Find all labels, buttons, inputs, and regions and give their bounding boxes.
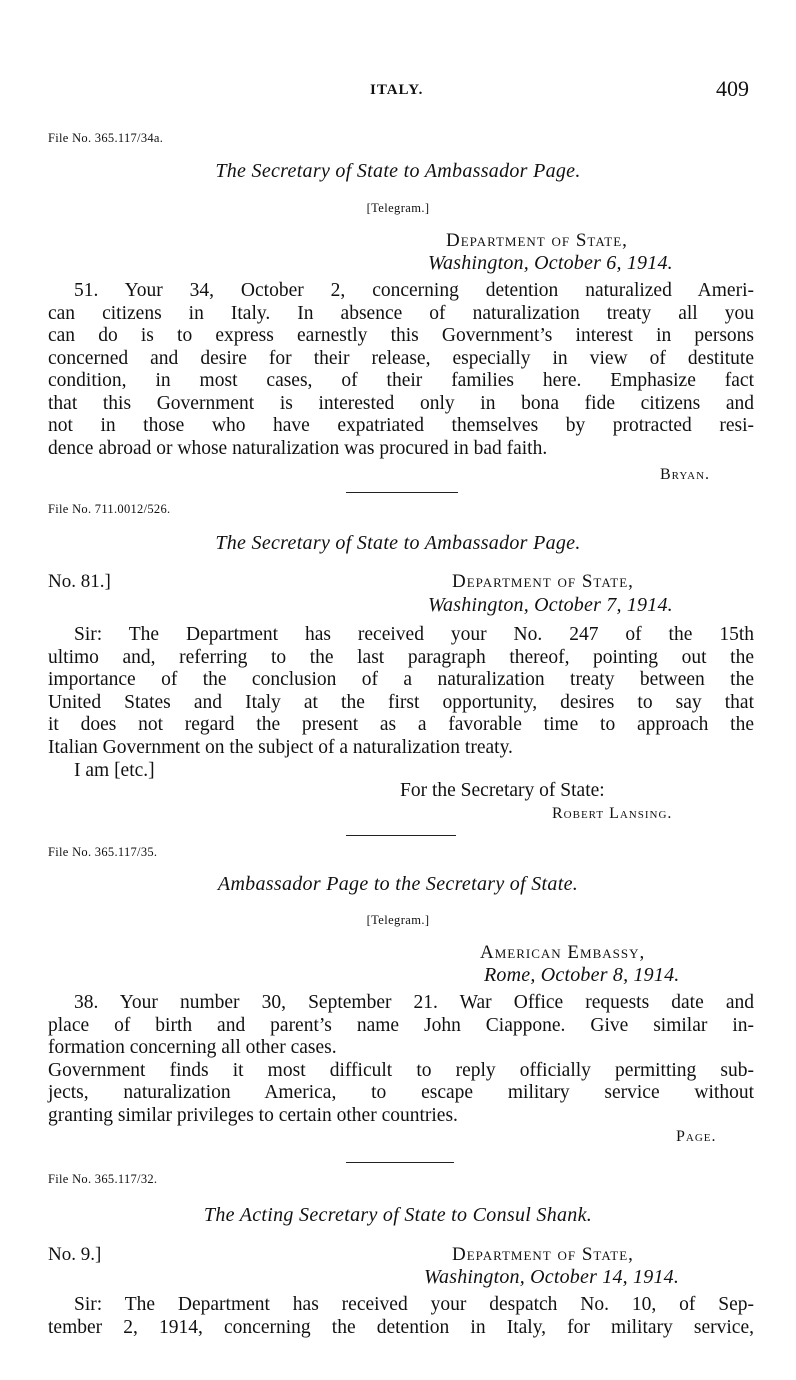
document-heading: The Secretary of State to Ambassador Page. bbox=[215, 160, 581, 182]
document-heading: The Acting Secretary of State to Consul Shank. bbox=[203, 1204, 593, 1226]
body-line: Government finds it most difficult to reply officially permitting sub- bbox=[48, 1059, 754, 1081]
body-line: Sir: The Department has received your No. 247 of the 15th bbox=[74, 624, 754, 645]
sender-office: American Embassy, bbox=[480, 942, 646, 963]
file-number: File No. 365.117/35. bbox=[48, 845, 158, 859]
body-line: Italian Government on the subject of a naturalization treaty. bbox=[48, 736, 513, 758]
section-divider bbox=[346, 1162, 454, 1163]
despatch-number: No. 9.] bbox=[48, 1244, 102, 1265]
body-line: United States and Italy at the first opportunity, desires to say that bbox=[48, 691, 754, 713]
section-divider bbox=[346, 835, 456, 836]
body-line: granting similar privileges to certain other countries. bbox=[48, 1104, 458, 1126]
telegram-label: [Telegram.] bbox=[366, 913, 430, 927]
body-line: it does not regard the present as a favorable time to approach the bbox=[48, 714, 754, 735]
body-line: 51. Your 34, October 2, concerning detention naturalized Ameri- bbox=[74, 280, 754, 301]
despatch-number: No. 81.] bbox=[48, 571, 111, 592]
sender-office: Department of State, bbox=[446, 230, 628, 251]
running-header-title: ITALY. bbox=[370, 82, 424, 98]
body-line: dence abroad or whose naturalization was procured in bad faith. bbox=[48, 437, 548, 459]
body-line: ultimo and, referring to the last paragraph thereof, pointing out the bbox=[48, 646, 754, 668]
body-line: can do is to express earnestly this Government’s interest in persons bbox=[48, 325, 754, 346]
body-line: can citizens in Italy. In absence of naturalization treaty all you bbox=[48, 302, 754, 324]
place-date: Washington, October 6, 1914. bbox=[428, 252, 673, 274]
document-heading: The Secretary of State to Ambassador Page. bbox=[215, 532, 581, 554]
telegram-label: [Telegram.] bbox=[366, 201, 430, 215]
signature: Page. bbox=[676, 1128, 717, 1145]
body-line: not in those who have expatriated themselves by protracted resi- bbox=[48, 415, 754, 436]
body-line: that this Government is interested only in bona fide citizens and bbox=[48, 392, 754, 414]
sender-office: Department of State, bbox=[452, 1244, 634, 1265]
file-number: File No. 365.117/32. bbox=[48, 1172, 158, 1186]
signature: Robert Lansing. bbox=[552, 805, 673, 822]
body-line: formation concerning all other cases. bbox=[48, 1037, 337, 1058]
body-line: jects, naturalization America, to escape military service without bbox=[48, 1082, 754, 1103]
section-divider bbox=[346, 492, 458, 493]
body-line: condition, in most cases, of their families here. Emphasize fact bbox=[48, 370, 754, 391]
body-line: concerned and desire for their release, especially in view of destitute bbox=[48, 347, 754, 369]
file-number: File No. 711.0012/526. bbox=[48, 502, 171, 516]
place-date: Washington, October 7, 1914. bbox=[428, 594, 673, 616]
for-secretary-line: For the Secretary of State: bbox=[400, 780, 605, 801]
document-heading: Ambassador Page to the Secretary of State. bbox=[217, 873, 579, 895]
page-number: 409 bbox=[716, 76, 749, 101]
body-line: Sir: The Department has received your despatch No. 10, of Sep- bbox=[74, 1294, 754, 1315]
place-date: Washington, October 14, 1914. bbox=[424, 1266, 680, 1288]
body-line: tember 2, 1914, concerning the detention in Italy, for military service, bbox=[48, 1316, 754, 1338]
place-date: Rome, October 8, 1914. bbox=[484, 964, 680, 986]
closing-formula: I am [etc.] bbox=[74, 760, 155, 781]
document-body bbox=[48, 280, 754, 460]
document-body bbox=[48, 992, 754, 1127]
body-line: importance of the conclusion of a naturalization treaty between the bbox=[48, 669, 754, 690]
signature: Bryan. bbox=[660, 466, 711, 483]
document-body bbox=[48, 1294, 754, 1339]
body-line: place of birth and parent’s name John Ciappone. Give similar in- bbox=[48, 1014, 754, 1036]
body-line: 38. Your number 30, September 21. War Office requests date and bbox=[74, 992, 754, 1013]
file-number: File No. 365.117/34a. bbox=[48, 131, 164, 145]
document-body bbox=[48, 624, 754, 759]
sender-office: Department of State, bbox=[452, 571, 634, 592]
